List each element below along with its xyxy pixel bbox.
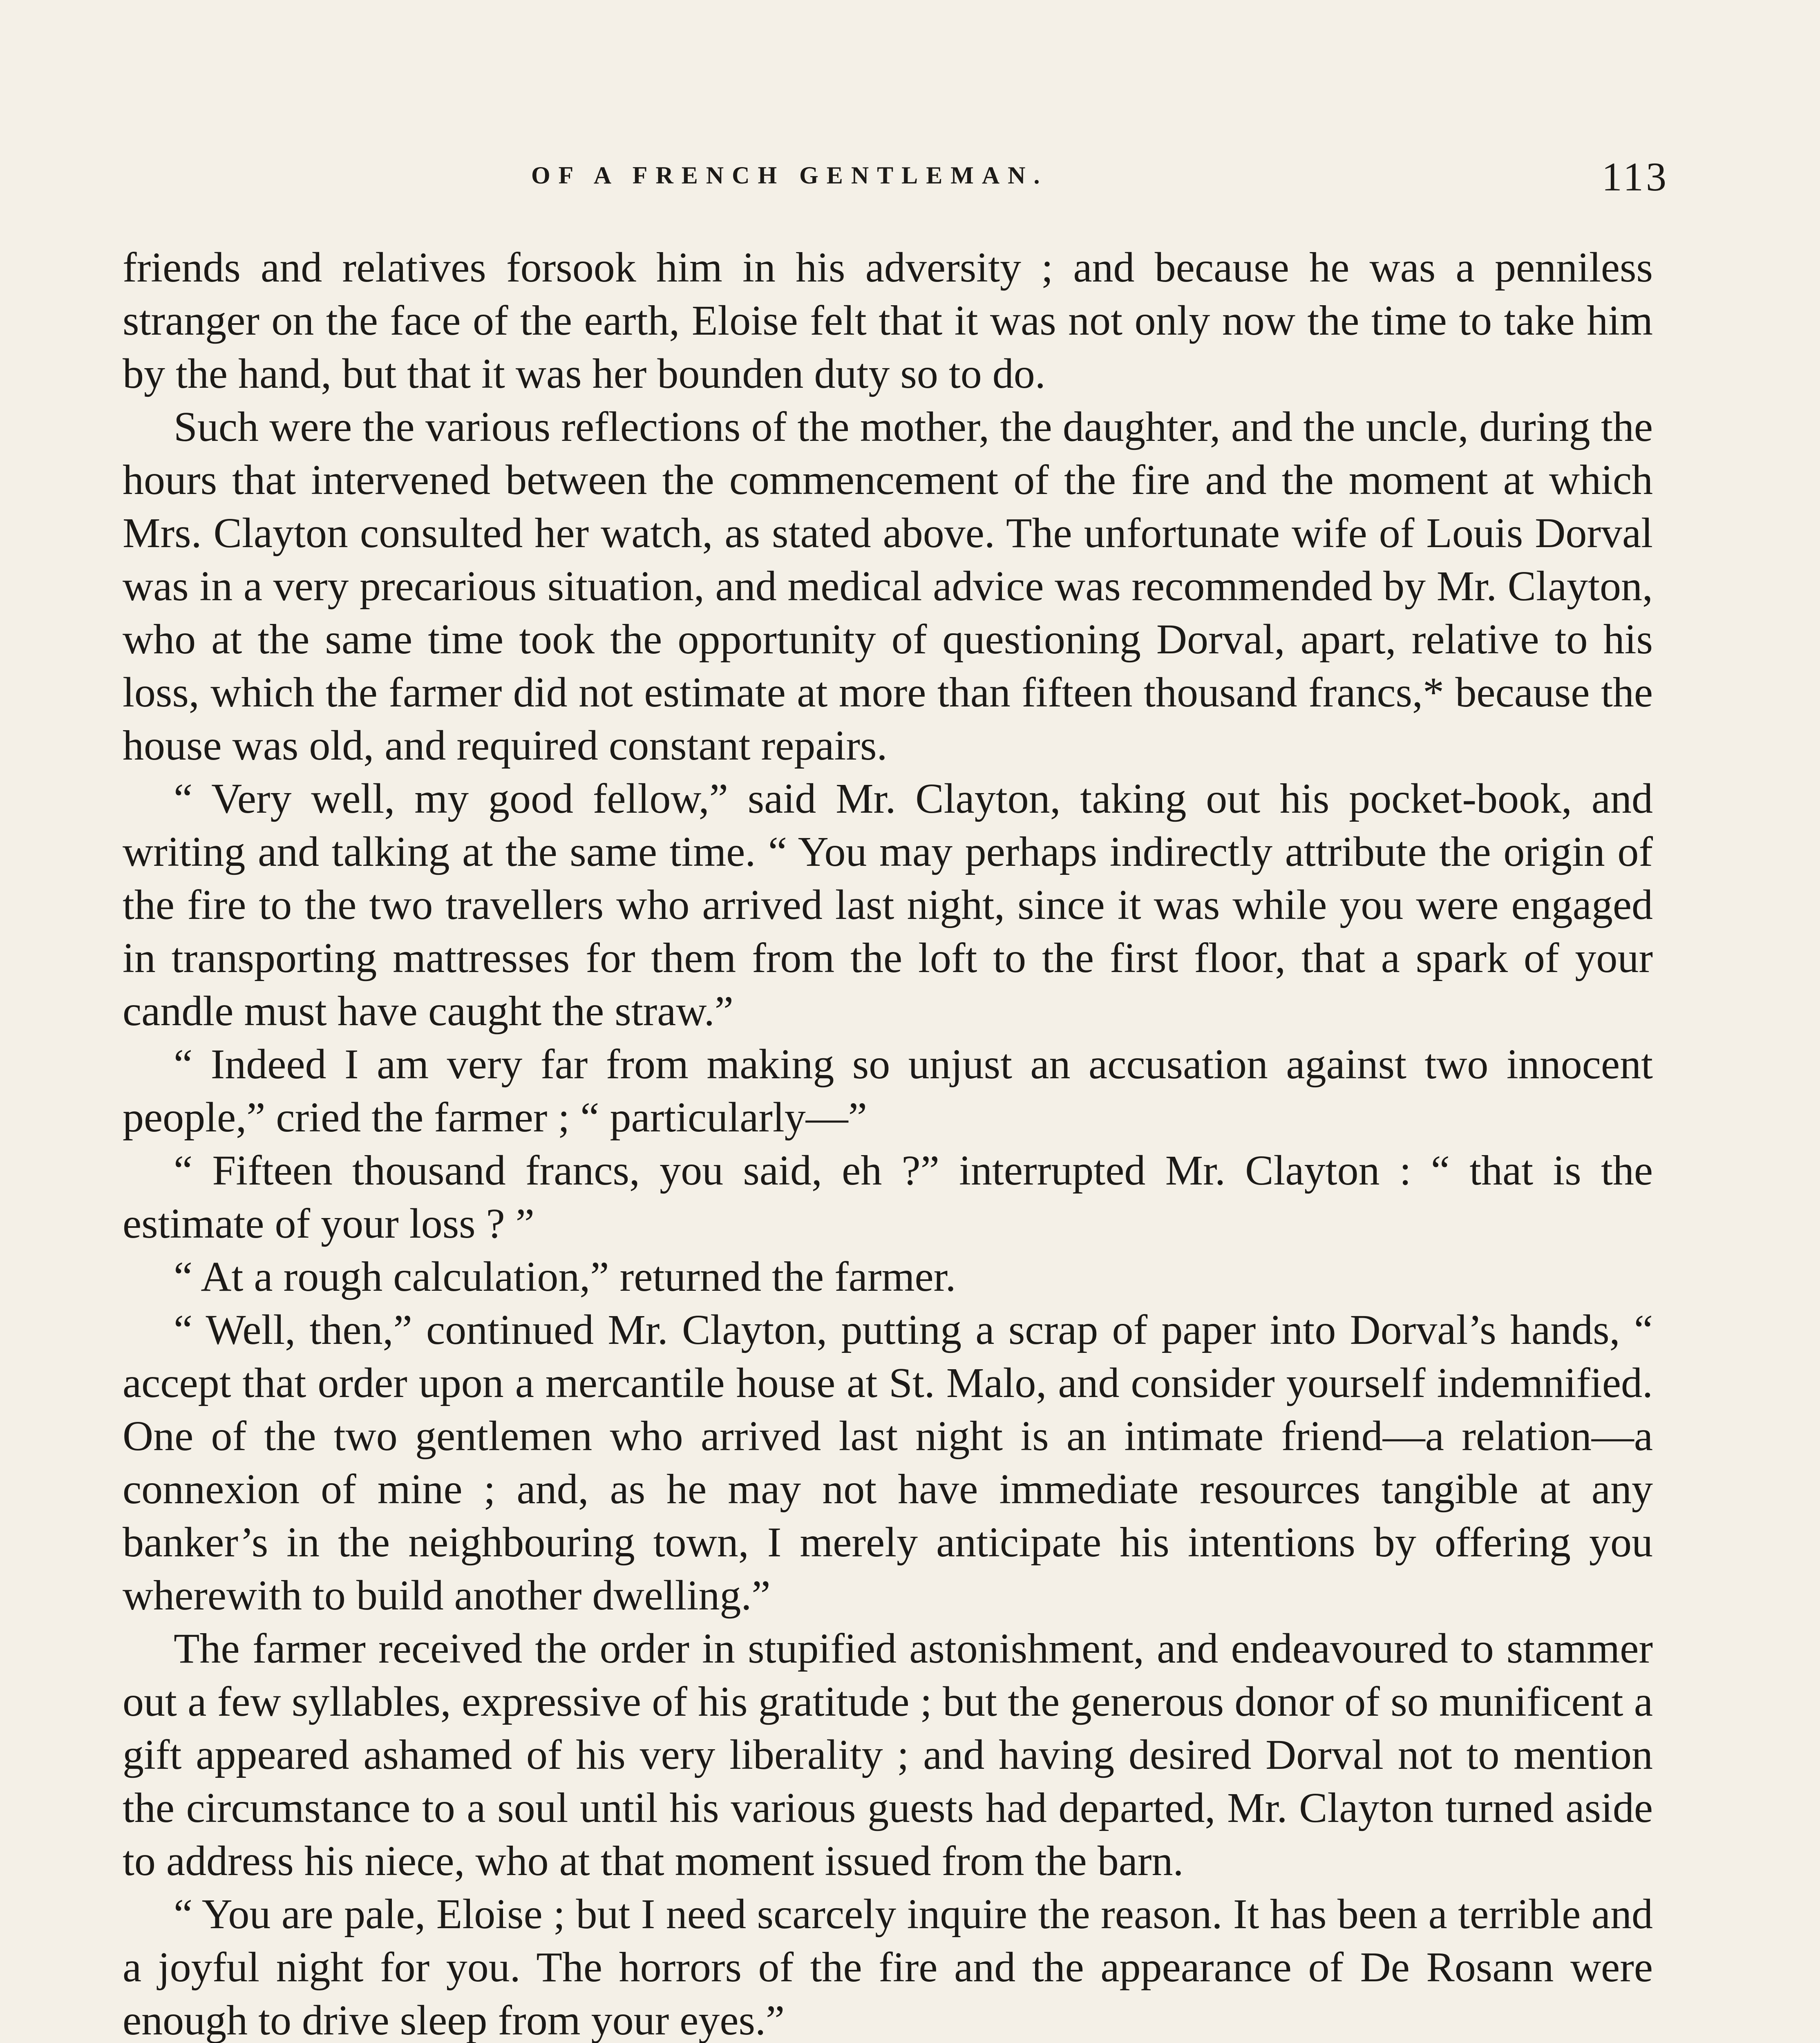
paragraph: “ At a rough calculation,” returned the farmer. xyxy=(174,1253,956,1300)
paragraph: Such were the various reflections of the mother, the daughter, and the uncle, during the hours that intervened between the commencement of the fire and the moment at which Mrs. Clayton consulted her watch, as stated above. The unfortunate wife of Louis Dorval was in a very precarious situation, and medical advice was recommended by Mr. Clayton, who at the same time took the opportunity of questioning Dorval, apart, relative to his loss, which the farmer did not estimate at more than fifteen thousand francs,* because the house was old, and required constant repairs. xyxy=(123,403,1653,769)
paragraph: “ You are pale, Eloise ; but I need scarcely inquire the reason. It has been a terrible and a joyful night for you. The horrors of the fire and the appearance of De Rosann were enough to drive sleep from your eyes.” xyxy=(123,1891,1653,2043)
paragraph: “ Fifteen thousand francs, you said, eh ?” interrupted Mr. Clayton : “ that is the estimate of your loss ? ” xyxy=(123,1147,1653,1247)
paragraph: “ Indeed I am very far from making so unjust an accusation against two innocent people,” cried the farmer ; “ particularly—” xyxy=(123,1041,1653,1141)
paragraph: “ Well, then,” continued Mr. Clayton, putting a scrap of paper into Dorval’s hands, “ accept that order upon a mercantile house at St. Malo, and consider yourself indemnified. One of the two gentlemen who arrived last night is an intimate friend—a relation—a connexion of mine ; and, as he may not have immediate resources tangible at any banker’s in the neighbouring town, I merely anticipate his intentions by offering you wherewith to build another dwelling.” xyxy=(123,1306,1653,1619)
page-number: 113 xyxy=(1601,154,1669,199)
page-body xyxy=(123,241,1653,2043)
running-head: OF A FRENCH GENTLEMAN. xyxy=(531,162,1048,189)
paragraph: “ Very well, my good fellow,” said Mr. Clayton, taking out his pocket-book, and writing and talking at the same time. “ You may perhaps indirectly attribute the origin of the fire to the two travellers who arrived last night, since it was while you were engaged in transporting mattresses for them from the loft to the first floor, that a spark of your candle must have caught the straw.” xyxy=(123,775,1653,1035)
paragraph: friends and relatives forsook him in his adversity ; and because he was a penniless stranger on the face of the earth, Eloise felt that it was not only now the time to take him by the hand, but that it was her bounden duty so to do. xyxy=(123,244,1653,397)
paragraph: The farmer received the order in stupified astonishment, and endeavoured to stammer out a few syllables, expressive of his gratitude ; but the generous donor of so munificent a gift appeared ashamed of his very liberality ; and having desired Dorval not to mention the circumstance to a soul until his various guests had departed, Mr. Clayton turned aside to address his niece, who at that moment issued from the barn. xyxy=(123,1625,1653,1884)
